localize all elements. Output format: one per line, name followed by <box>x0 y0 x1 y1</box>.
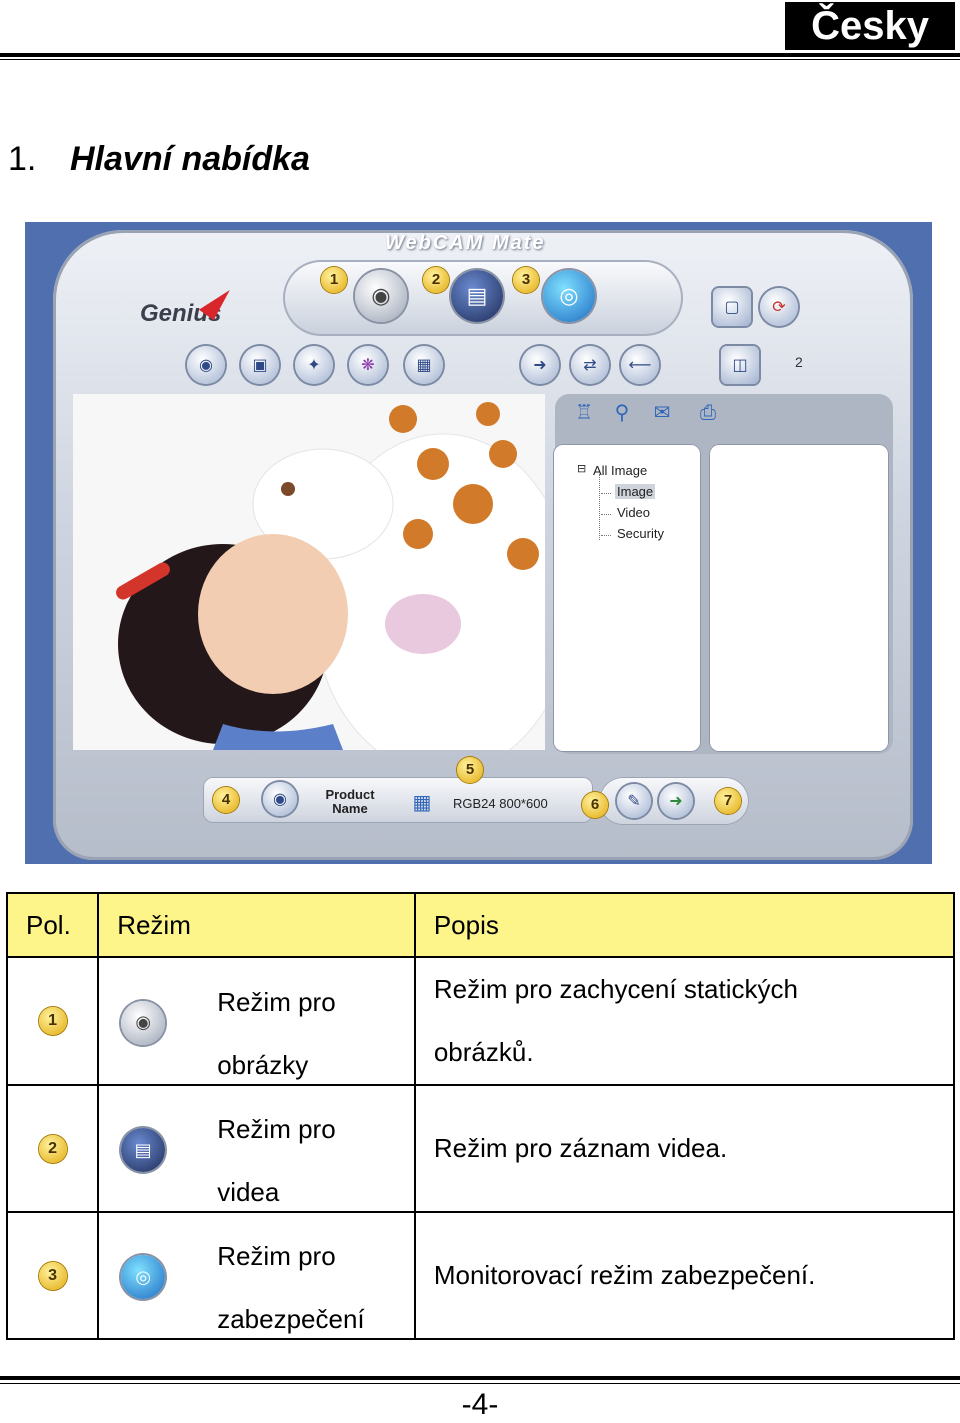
print-icon[interactable]: ⎙ <box>700 402 716 424</box>
mode-name-line2: obrázky <box>217 1049 309 1080</box>
callout-badge-4: 4 <box>213 787 239 813</box>
table-row <box>7 957 954 1085</box>
scene-button[interactable] <box>405 346 443 384</box>
mode-name-line1: Režim pro <box>217 1241 336 1271</box>
arrow-right-icon: ➜ <box>533 357 547 374</box>
security-icon: ◎ <box>559 283 579 308</box>
mode-cell <box>98 1085 415 1212</box>
video-mode-button[interactable] <box>451 270 503 322</box>
header-cell <box>7 893 98 957</box>
callout-badge-1: 1 <box>321 267 347 293</box>
tree-item-image[interactable]: Image <box>617 484 654 499</box>
double-arrow-icon: ⇄ <box>583 357 597 374</box>
mode-name <box>217 971 407 1097</box>
desc-line1: Režim pro zachycení statických <box>433 974 798 1004</box>
callout-badge-3: 3 <box>513 267 539 293</box>
image-mode-button[interactable] <box>355 270 407 322</box>
pos-cell <box>7 1212 98 1339</box>
footer-rule-thin <box>0 1383 960 1384</box>
desc-cell <box>415 957 954 1085</box>
tree-connector <box>599 474 600 540</box>
swap-button[interactable] <box>571 346 609 384</box>
collapse-icon[interactable]: ⊟ <box>577 463 587 475</box>
video-icon: ▤ <box>466 283 488 308</box>
position-badge: 2 <box>39 1135 67 1163</box>
pen-button[interactable] <box>617 784 651 818</box>
desc-line2: obrázků. <box>433 1037 534 1067</box>
section-title: Hlavní nabídka <box>70 140 310 178</box>
security-icon: ◎ <box>121 1255 165 1299</box>
callout-badge-7: 7 <box>715 788 741 814</box>
mode-name <box>217 1098 407 1224</box>
product-name <box>315 788 385 816</box>
refresh-button[interactable] <box>760 288 798 326</box>
camera-icon: ◉ <box>199 357 213 374</box>
mode-description <box>416 958 953 1084</box>
mode-name <box>217 1225 407 1351</box>
callout-badge-2: 2 <box>423 267 449 293</box>
tree-connector <box>601 535 611 536</box>
product-name-line2: Name <box>332 801 368 816</box>
table-row <box>7 1085 954 1212</box>
app-title: WebCAM Mate <box>385 232 546 254</box>
settings-button[interactable] <box>349 346 387 384</box>
mode-cell <box>98 957 415 1085</box>
callout-badge-6: 6 <box>582 792 608 818</box>
product-name-line1: Product <box>325 787 375 802</box>
video-icon: ▤ <box>121 1128 165 1172</box>
mode-name-line1: Režim pro <box>217 986 336 1017</box>
gallery-button[interactable] <box>721 346 759 384</box>
mode-description: Režim pro záznam videa. <box>433 1133 728 1163</box>
frame-icon: ▣ <box>252 357 268 374</box>
exit-button[interactable] <box>659 784 693 818</box>
tree-connector <box>601 514 611 515</box>
next-button[interactable] <box>521 346 559 384</box>
delete-icon[interactable]: ♖ <box>575 402 593 424</box>
header-rule-thin <box>0 59 960 60</box>
table-header-row <box>7 893 954 957</box>
effects-icon: ✦ <box>307 357 321 374</box>
exit-icon: ➜ <box>669 793 683 810</box>
callout-badge-5: 5 <box>457 757 483 783</box>
page-number: -4- <box>461 1388 499 1421</box>
header-mode: Režim <box>117 909 191 940</box>
section-number: 1. <box>8 140 37 178</box>
position-badge: 3 <box>39 1262 67 1290</box>
section-heading <box>8 140 310 179</box>
pos-cell <box>7 1085 98 1212</box>
gallery-icon: ◫ <box>732 357 748 374</box>
pen-icon: ✎ <box>627 793 641 810</box>
film-icon: ▦ <box>412 792 432 814</box>
desc-cell <box>415 1212 954 1339</box>
previous-button[interactable] <box>621 346 659 384</box>
mode-table <box>6 892 955 1340</box>
camera-icon: ◉ <box>121 1001 165 1045</box>
mode-name-line2: zabezpečení <box>217 1304 365 1334</box>
language-tab: Česky <box>785 2 955 50</box>
tree-item-security[interactable]: Security <box>617 526 664 541</box>
camera-icon: ◉ <box>371 283 391 308</box>
search-icon[interactable]: ⚲ <box>614 402 630 424</box>
webcam-icon[interactable]: ◉ <box>263 782 297 816</box>
page-counter: 2 <box>795 354 803 370</box>
pos-cell <box>7 957 98 1085</box>
footer-rule <box>0 1376 960 1380</box>
desc-cell <box>415 1085 954 1212</box>
settings-icon: ❋ <box>361 357 375 374</box>
mode-name-line1: Režim pro <box>217 1114 336 1144</box>
monitor-icon: ▢ <box>724 299 740 316</box>
frame-button[interactable] <box>241 346 279 384</box>
table-row <box>7 1212 954 1339</box>
mode-name-line2: videa <box>217 1177 280 1207</box>
brand-logo: Genius <box>140 300 222 327</box>
tree-connector <box>601 493 611 494</box>
monitor-button[interactable] <box>713 288 751 326</box>
live-preview <box>73 394 545 750</box>
scene-icon: ▦ <box>416 357 432 374</box>
header-pos: Pol. <box>26 909 71 940</box>
header-rule <box>0 53 960 57</box>
header-desc: Popis <box>433 909 499 940</box>
preview-photo <box>73 394 545 750</box>
header-cell <box>98 893 415 957</box>
tree-item-all-image[interactable]: All Image <box>593 463 648 478</box>
effects-button[interactable] <box>295 346 333 384</box>
security-mode-button[interactable] <box>543 270 595 322</box>
email-icon[interactable]: ✉ <box>653 402 671 424</box>
header-cell <box>415 893 954 957</box>
file-list <box>709 444 889 752</box>
tree-item-video[interactable]: Video <box>617 505 651 520</box>
snapshot-button[interactable] <box>187 346 225 384</box>
app-screenshot <box>25 222 932 864</box>
resolution-readout: RGB24 800*600 <box>453 796 548 811</box>
mode-cell <box>98 1212 415 1339</box>
mode-description: Monitorovací režim zabezpečení. <box>433 1260 816 1290</box>
refresh-icon: ⟳ <box>772 299 786 316</box>
arrow-left-icon: ⟵ <box>628 357 652 374</box>
position-badge: 1 <box>39 1007 67 1035</box>
